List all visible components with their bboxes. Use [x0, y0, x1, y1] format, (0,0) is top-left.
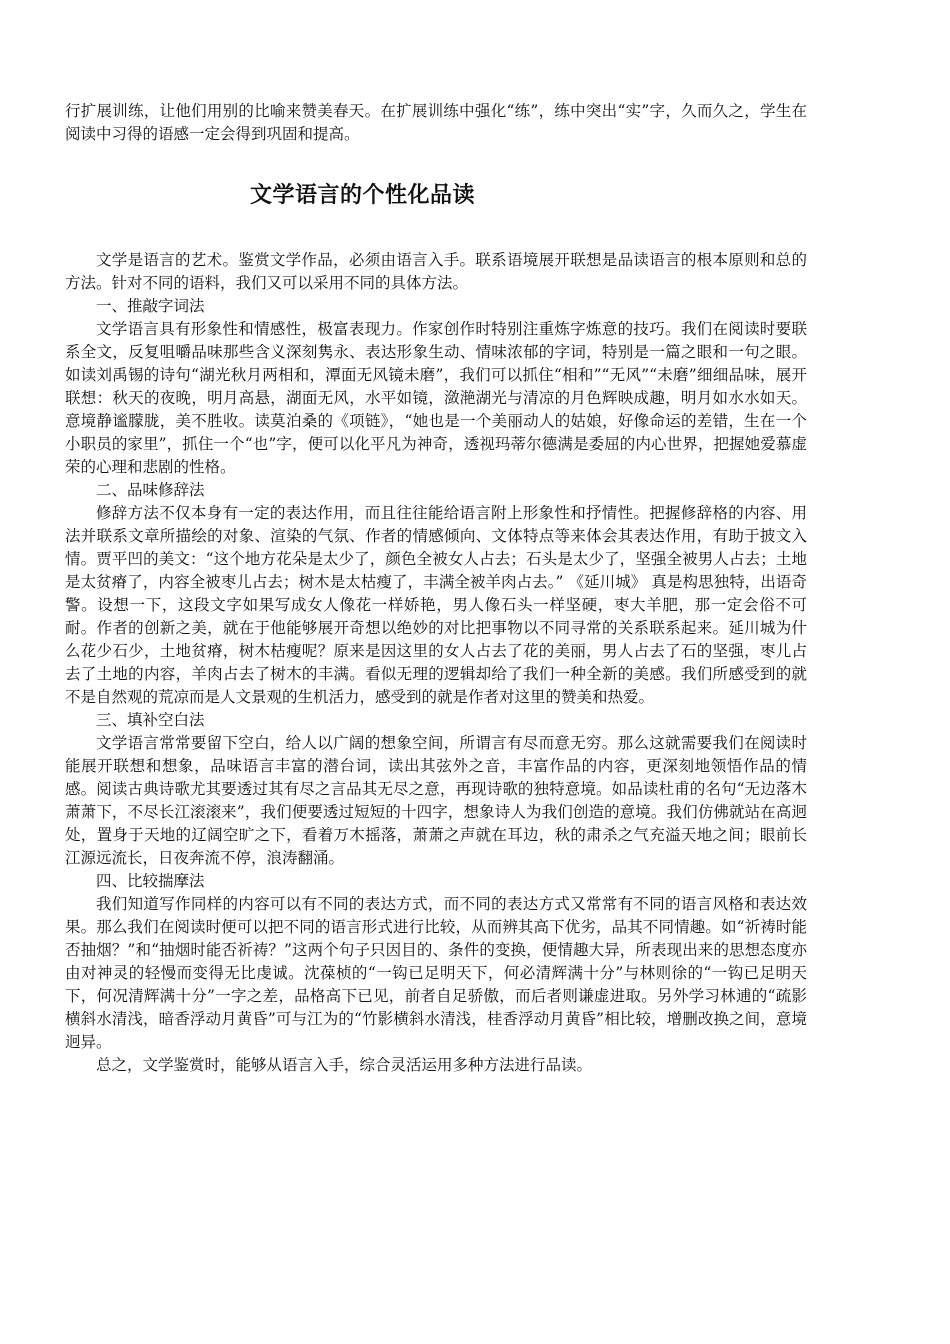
section-heading-1: 一、推敲字词法 [96, 297, 205, 315]
section-body-3: 文学语言常常要留下空白，给人以广阔的想象空间，所谓言有尽而意无穷。那么这就需要我们在阅读时能展开联想和想象，品味语言丰富的潜台词，读出其弦外之音，丰富作品的内容，更深刻地领悟作品的情感。阅读古典诗歌尤其要透过其有尽之言品其无尽之意，再现诗歌的独特意境。如品读杜甫的名句“无边落木萧萧下，不尽长江滚滚来”，我们便要透过短短的十四字，想象诗人为我们创造的意境。我们仿佛就站在高迥处，置身于天地的辽阔空旷之下，看着万木摇落，萧萧之声就在耳边，秋的肃杀之气充溢天地之间；眼前长江源远流长，日夜奔流不停，浪涛翻涌。 [65, 734, 807, 867]
document-page [65, 100, 807, 1077]
section-body-1: 文学语言具有形象性和情感性，极富表现力。作家创作时特别注重炼字炼意的技巧。我们在阅读时要联系全文，反复咀嚼品味那些含义深刻隽永、表达形象生动、情味浓郁的字词，特别是一篇之眼和一句之眼。如读刘禹锡的诗句“湖光秋月两相和，潭面无风镜未磨”，我们可以抓住“相和”“无风”“未磨”细细品味，展开联想：秋天的夜晚，明月高悬，湖面无风，水平如镜，潋滟湖光与清凉的月色辉映成趣，明月如水水如天。意境静谧朦胧，美不胜收。读莫泊桑的《项链》，“她也是一个美丽动人的姑娘，好像命运的差错，生在一个小职员的家里”，抓住一个“也”字，便可以化平凡为神奇，透视玛蒂尔德满是委屈的内心世界，把握她爱慕虚荣的心理和悲剧的性格。 [65, 320, 807, 476]
section-heading-4: 四、比较揣摩法 [96, 872, 205, 890]
conclusion-paragraph: 总之，文学鉴赏时，能够从语言入手，综合灵活运用多种方法进行品读。 [96, 1056, 593, 1074]
section-body-2: 修辞方法不仅本身有一定的表达作用，而且往往能给语言附上形象性和抒情性。把握修辞格的内容、用法并联系文章所描绘的对象、渲染的气氛、作者的情感倾向、文体特点等来体会其表达作用，有助于披文入情。贾平凹的美文：“这个地方花朵是太少了，颜色全被女人占去；石头是太少了，坚强全被男人占去；土地是太贫瘠了，内容全被枣儿占去；树木是太枯瘦了，丰满全被羊肉占去。” 《延川城》 真是构思独特，出语奇警。设想一下，这段文字如果写成女人像花一样娇艳，男人像石头一样坚硬，枣大羊肥，那一定会俗不可耐。作者的创新之美，就在于他能够展开奇想以绝妙的对比把事物以不同寻常的关系联系起来。延川城为什么花少石少，土地贫瘠，树木枯瘦呢？原来是因这里的女人占去了花的美丽，男人占去了石的坚强，枣儿占去了土地的内容，羊肉占去了树木的丰满。看似无理的逻辑却给了我们一种全新的美感。我们所感受到的就不是自然观的荒凉而是人文景观的生机活力，感受到的就是作者对这里的赞美和热爱。 [65, 504, 807, 706]
article-title: 文学语言的个性化品读 [250, 183, 476, 208]
section-heading-3: 三、填补空白法 [96, 711, 205, 729]
top-paragraph: 行扩展训练，让他们用别的比喻来赞美春天。在扩展训练中强化“练”，练中突出“实”字，久而久之，学生在阅读中习得的语感一定会得到巩固和提高。 [65, 102, 807, 143]
section-body-4: 我们知道写作同样的内容可以有不同的表达方式，而不同的表达方式又常常有不同的语言风格和表达效果。那么我们在阅读时便可以把不同的语言形式进行比较，从而辨其高下优劣，品其不同情趣。如“祈祷时能否抽烟？”和“抽烟时能否祈祷？”这两个句子只因目的、条件的变换，便情趣大异，所表现出来的思想态度亦由对神灵的轻慢而变得无比虔诚。沈葆桢的“一钩已足明天下，何必清辉满十分”与林则徐的“一钩已足明天下，何况清辉满十分”一字之差，品格高下已见，前者自足骄傲，而后者则谦虚进取。另外学习林逋的“疏影横斜水清浅，暗香浮动月黄昏”可与江为的“竹影横斜水清浅，桂香浮动月黄昏”相比较，增删改换之间，意境迥异。 [65, 895, 807, 1051]
intro-paragraph: 文学是语言的艺术。鉴赏文学作品，必须由语言入手。联系语境展开联想是品读语言的根本原则和总的方法。针对不同的语料，我们又可以采用不同的具体方法。 [65, 251, 807, 292]
section-heading-2: 二、品味修辞法 [96, 481, 205, 499]
